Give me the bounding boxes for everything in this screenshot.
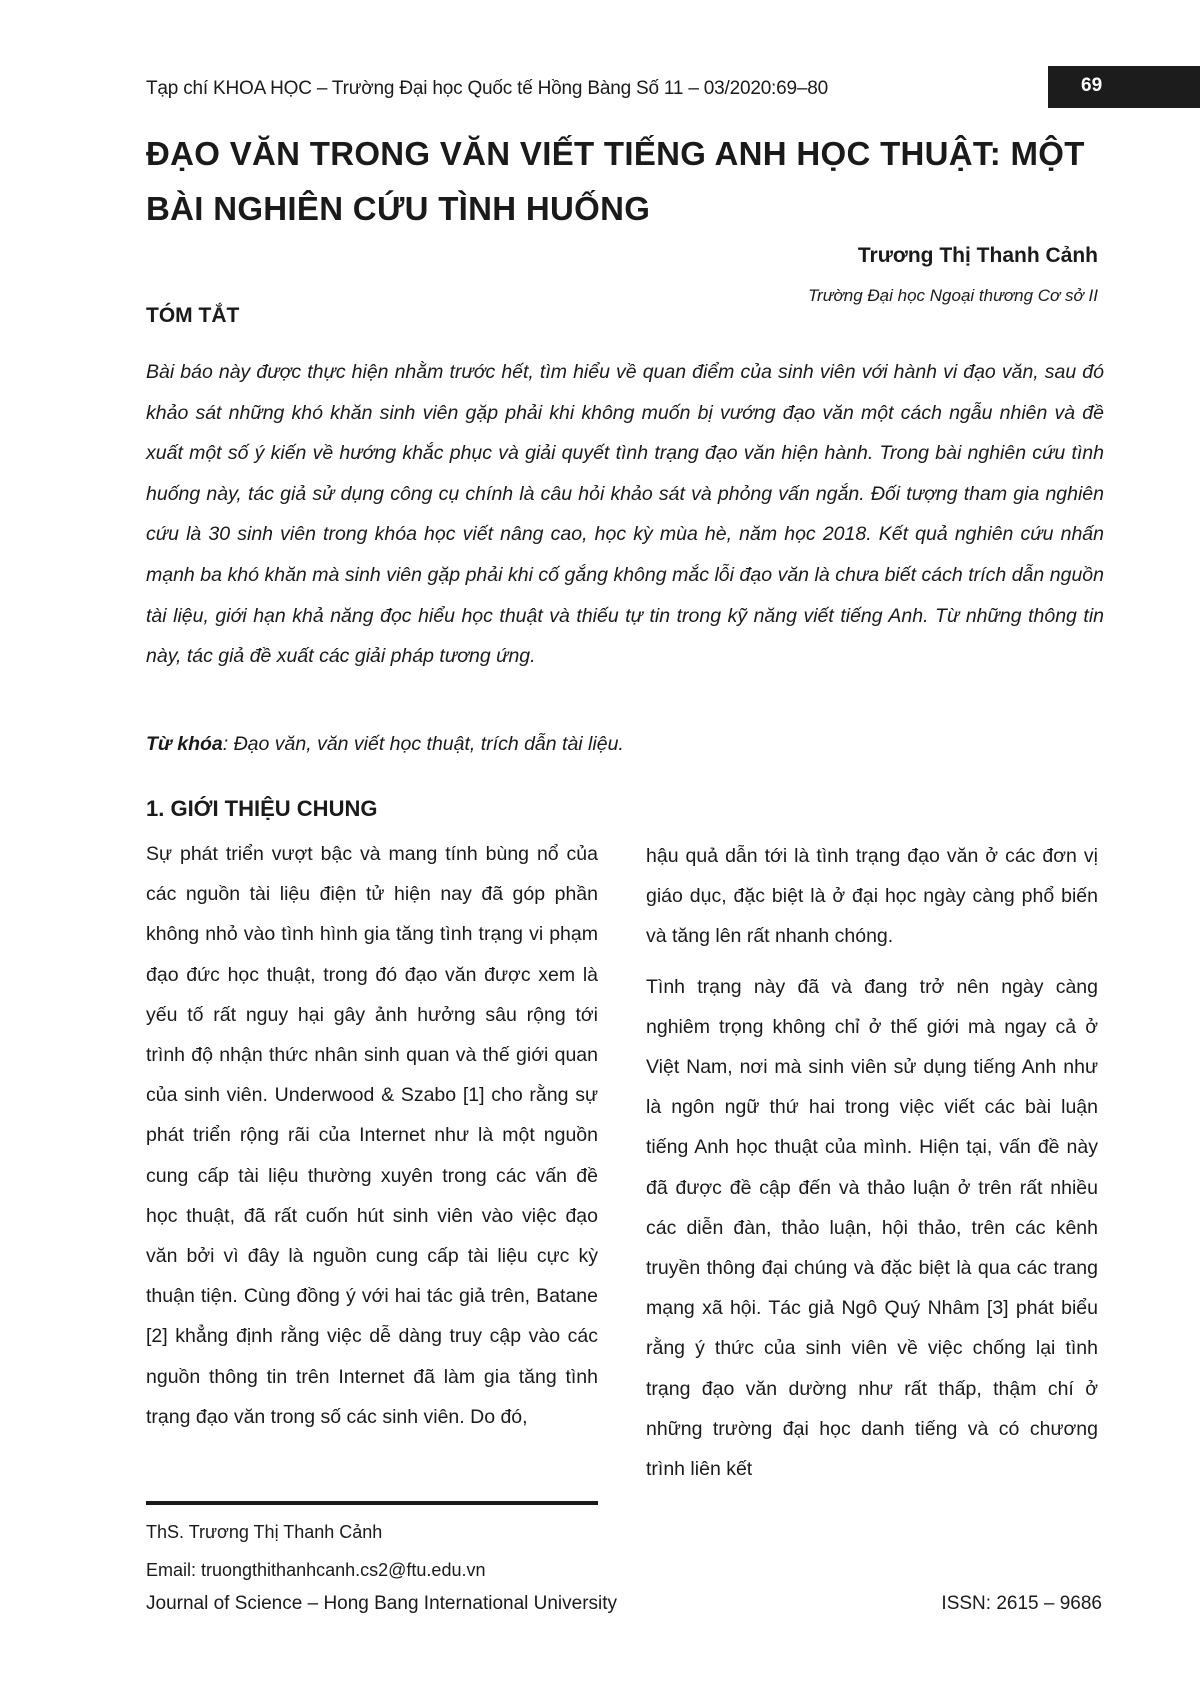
footer-journal: Journal of Science – Hong Bang International University	[146, 1593, 618, 1614]
abstract-text: Bài báo này được thực hiện nhằm trước hết, tìm hiểu về quan điểm của sinh viên với hành vi đạo văn, sau đó khảo sát những khó khăn sinh viên gặp phải khi không muốn bị vướng đạo văn một cách ngẫu nhiên và đề xuất một số ý kiến về hướng khắc phục và giải quyết tình trạng đạo văn hiện hành. Trong bài nghiên cứu tình huống này, tác giả sử dụng công cụ chính là câu hỏi khảo sát và phỏng vấn ngắn. Đối tượng tham gia nghiên cứu là 30 sinh viên trong khóa học viết nâng cao, học kỳ mùa hè, năm học 2018. Kết quả nghiên cứu nhấn mạnh ba khó khăn mà sinh viên gặp phải khi cố gắng không mắc lỗi đạo văn là chưa biết cách trích dẫn nguồn tài liệu, giới hạn khả năng đọc hiểu học thuật và thiếu tự tin trong kỹ năng viết tiếng Anh. Từ những thông tin này, tác giả đề xuất các giải pháp tương ứng.	[146, 361, 1104, 668]
page-number: 69	[1081, 75, 1103, 96]
author-name: Trương Thị Thanh Cảnh	[857, 244, 1098, 267]
footnote-email: Email: truongthithanhcanh.cs2@ftu.edu.vn	[146, 1560, 486, 1580]
footnote-divider	[146, 1501, 598, 1505]
keywords-label: Từ khóa	[146, 733, 223, 755]
keywords	[146, 733, 1104, 756]
body-column-left	[146, 834, 598, 1437]
footnote-author: ThS. Trương Thị Thanh Cảnh	[146, 1522, 383, 1542]
footer-issn: ISSN: 2615 – 9686	[941, 1593, 1102, 1614]
paragraph: Sự phát triển vượt bậc và mang tính bùng nổ của các nguồn tài liệu điện tử hiện nay đã góp phần không nhỏ vào tình hình gia tăng tình trạng vi phạm đạo đức học thuật, trong đó đạo văn được xem là yếu tố rất nguy hại gây ảnh hưởng sâu rộng tới trình độ nhận thức nhân sinh quan và thế giới quan của sinh viên. Underwood & Szabo [1] cho rằng sự phát triển rộng rãi của Internet như là một nguồn cung cấp tài liệu thường xuyên trong các vấn đề học thuật, đã rất cuốn hút sinh viên vào việc đạo văn bởi vì đây là nguồn cung cấp tài liệu cực kỳ thuận tiện. Cùng đồng ý với hai tác giả trên, Batane [2] khẳng định rằng việc dễ dàng truy cập vào các nguồn thông tin trên Internet đã làm gia tăng tình trạng đạo văn trong số các sinh viên. Do đó,	[146, 843, 598, 1428]
article-title: ĐẠO VĂN TRONG VĂN VIẾT TIẾNG ANH HỌC THUẬT: MỘT BÀI NGHIÊN CỨU TÌNH HUỐNG	[146, 135, 1085, 227]
abstract-heading: TÓM TẮT	[146, 304, 240, 327]
paragraph: Tình trạng này đã và đang trở nên ngày càng nghiêm trọng không chỉ ở thế giới mà ngay cả ở Việt Nam, nơi mà sinh viên sử dụng tiếng Anh như là ngôn ngữ thứ hai trong việc viết các bài luận tiếng Anh học thuật của mình. Hiện tại, vấn đề này đã được đề cập đến và thảo luận ở trên rất nhiều các diễn đàn, thảo luận, hội thảo, trên các kênh truyền thông đại chúng và đặc biệt là qua các trang mạng xã hội. Tác giả Ngô Quý Nhâm [3] phát biểu rằng ý thức của sinh viên về việc chống lại tình trạng đạo văn dường như rất thấp, thậm chí ở những trường đại học danh tiếng và có chương trình liên kết	[646, 975, 1098, 1481]
paragraph: hậu quả dẫn tới là tình trạng đạo văn ở các đơn vị giáo dục, đặc biệt là ở đại học ngày càng phổ biến và tăng lên rất nhanh chóng.	[646, 845, 1098, 948]
author-affiliation: Trường Đại học Ngoại thương Cơ sở II	[807, 286, 1098, 305]
running-header: Tạp chí KHOA HỌC – Trường Đại học Quốc tế Hồng Bàng Số 11 – 03/2020:69–80	[146, 78, 828, 99]
body-column-right	[646, 836, 1098, 1489]
section-heading: 1. GIỚI THIỆU CHUNG	[146, 796, 378, 821]
footnote	[146, 1513, 485, 1589]
page-number-box	[1048, 66, 1200, 108]
keywords-list: : Đạo văn, văn viết học thuật, trích dẫn tài liệu.	[222, 733, 624, 755]
